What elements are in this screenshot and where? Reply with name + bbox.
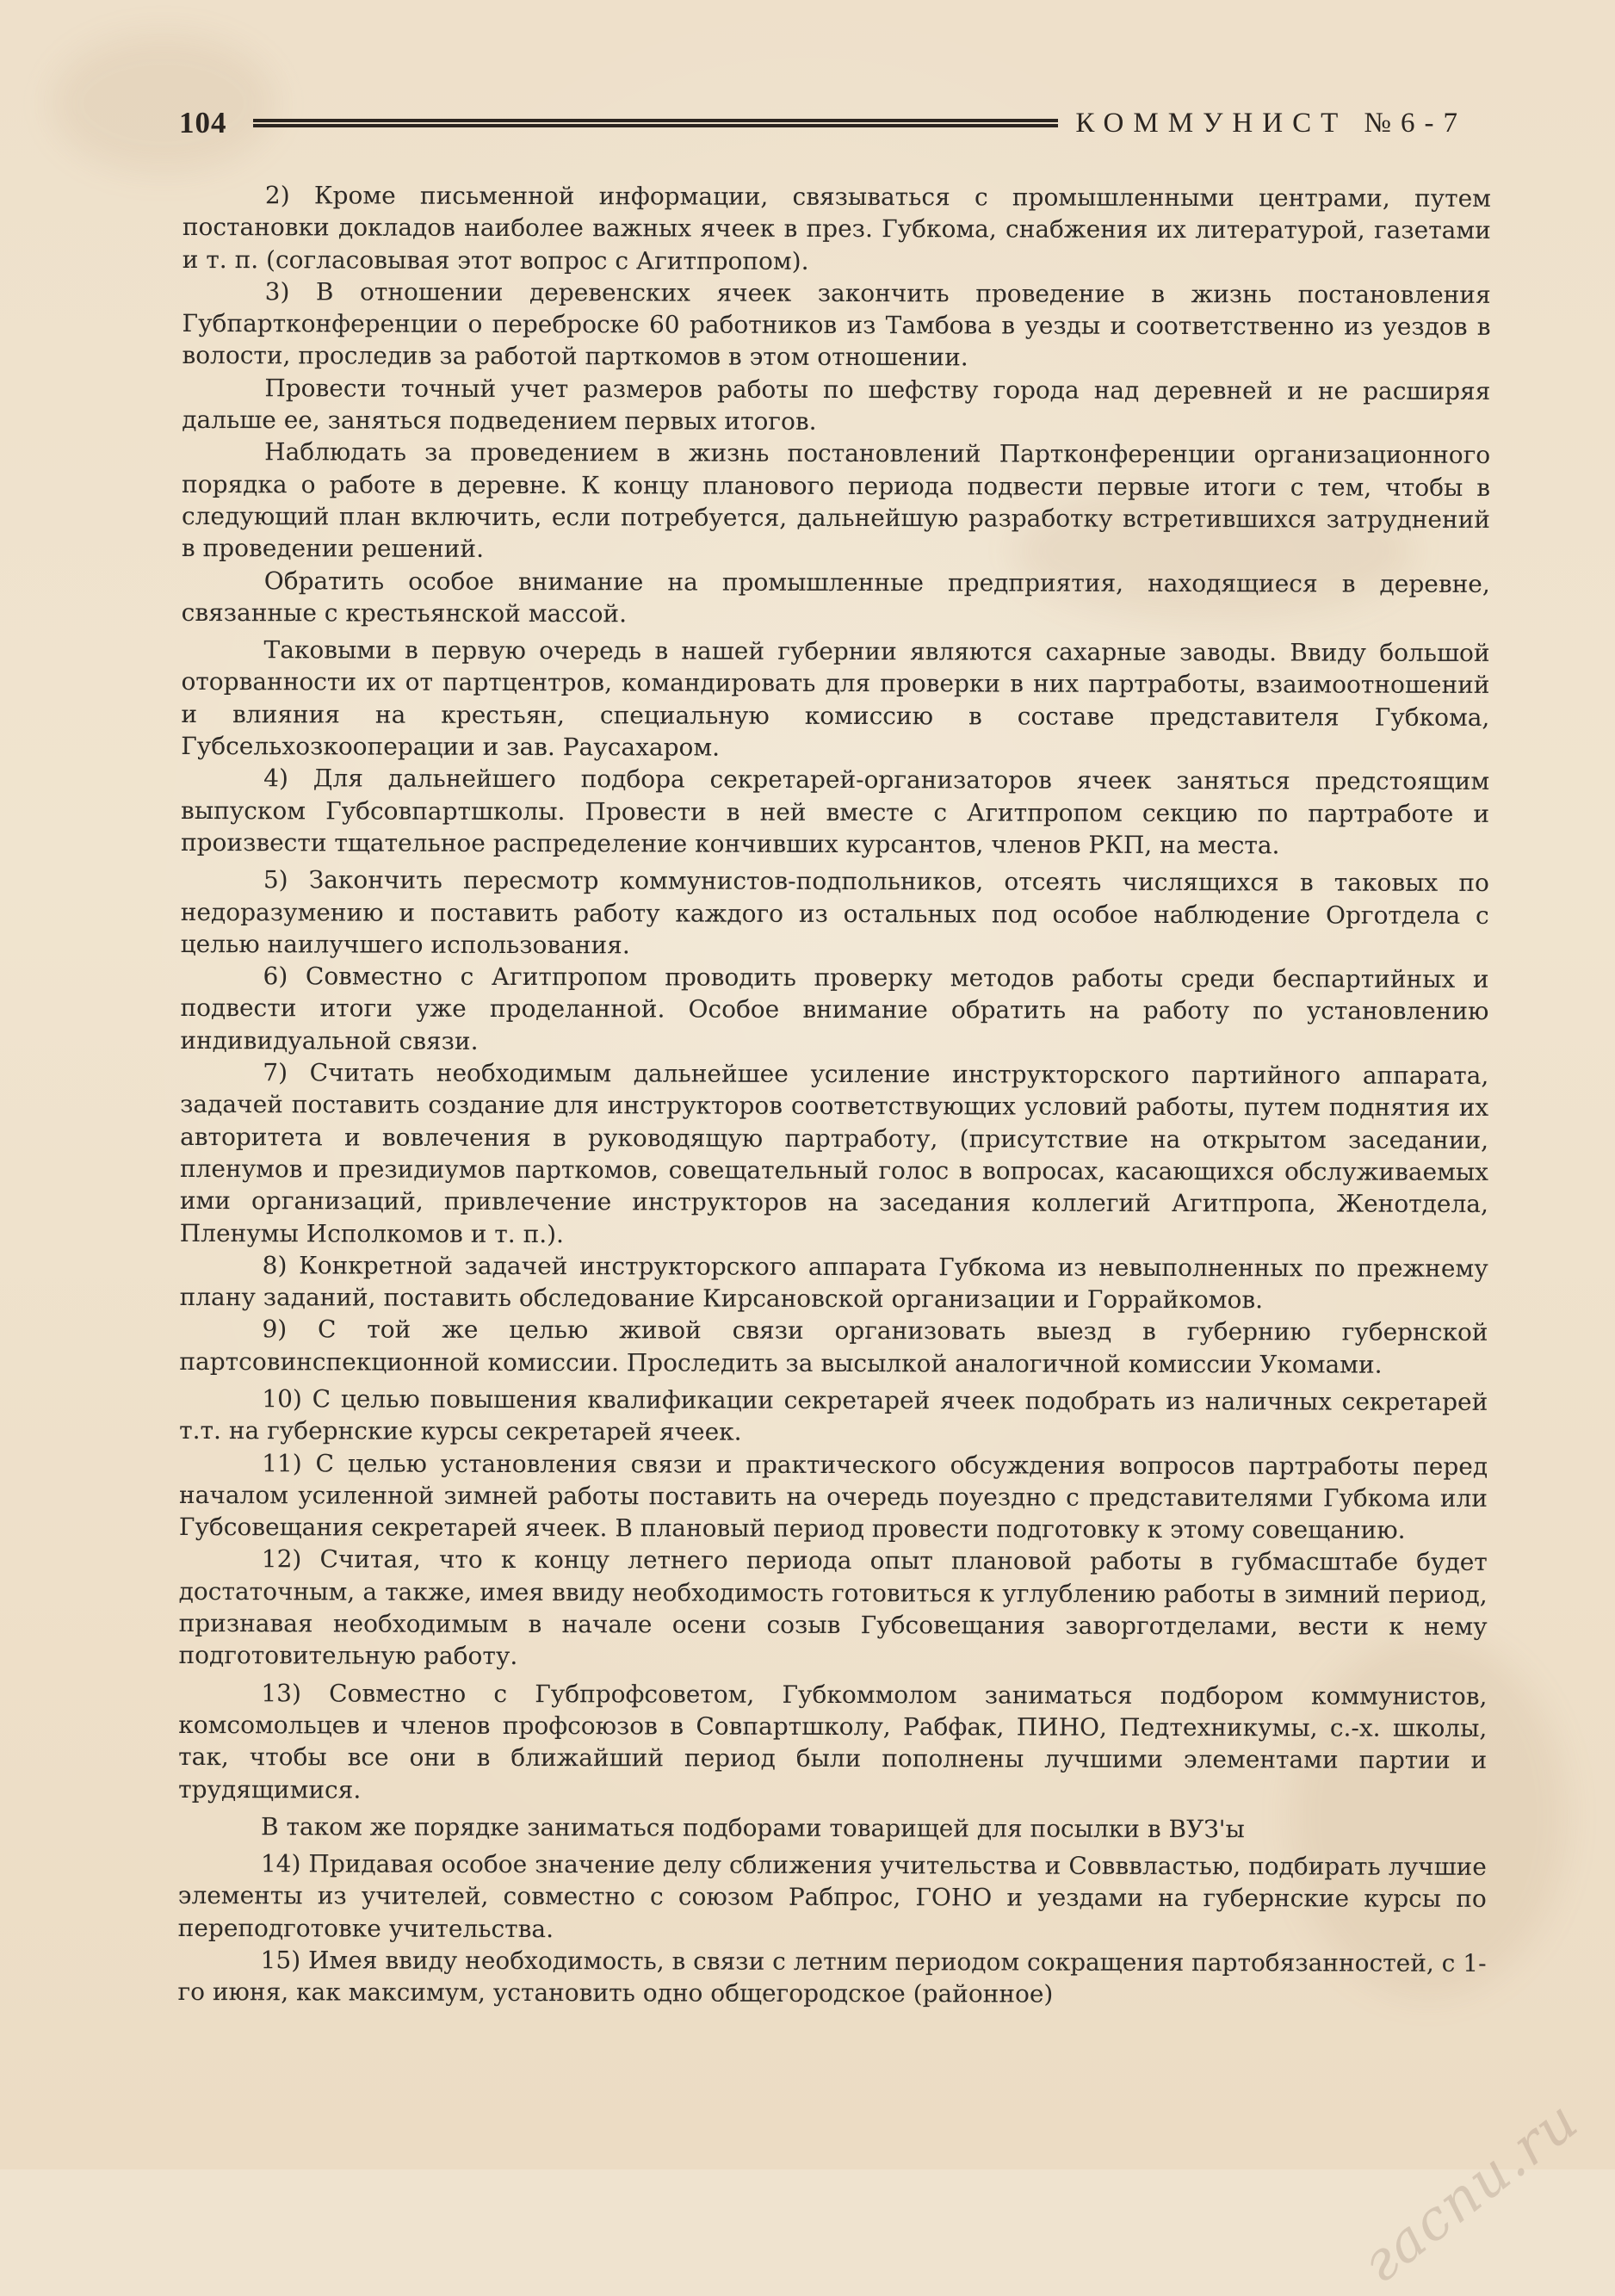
page-number: 104: [179, 106, 227, 139]
journal-title: КОММУНИСТ №6-7: [1075, 107, 1467, 139]
paragraph: В таком же порядке заниматься подборами товарищей для посылки в ВУЗ'ы: [260, 1812, 1245, 1844]
watermark: гаспи.ru: [1350, 2088, 1591, 2296]
paragraph: 8) Конкретной задачей инструкторского аппарата Губкома из невыполненных по прежнему плану заданий, поставить обследование Кирсановской организации и Горрайкомов.: [179, 1251, 1488, 1315]
paragraph: 4) Для дальнейшего подбора секретарей-организаторов ячеек заняться предстоящим выпуском Губсовпартшколы. Провести в ней вместе с Агитпропом секцию по партработе и произвести тщательное распределение кончивших курсантов, членов РКП, на места.: [180, 764, 1490, 860]
paragraph: 6) Совместно с Агитпропом проводить проверку методов работы среди беспартийных и подвести итоги уже проделанной. Особое внимание обратить на работу по установлению индивидуальной связи.: [180, 962, 1489, 1055]
paragraph: 9) С той же целью живой связи организовать выезд в губернию губернской партсовинспекционной комиссии. Проследить за высылкой аналогичной комиссии Укомами.: [179, 1315, 1488, 1379]
paragraph: 7) Считать необходимым дальнейшее усиление инструкторского партийного аппарата, задачей поставить создание для инструкторов соответствующих условий работы, путем поднятия их авторитета и вовлечения в руководящую партработу, (присутствие на открытом заседании, пленумов и президиумов парткомов, совещательный голос в вопросах, касающихся обслуживаемых ими организаций, привлечение инструкторов на заседания коллегий Агитпропа, Женотдела, Пленумы Исполкомов и т. п.).: [179, 1058, 1489, 1248]
article-body: [177, 179, 1491, 2012]
paragraph: 2) Кроме письменной информации, связываться с промышленными центрами, путем постановки докладов наиболее важных ячеек в през. Губкома, снабжения их литературой, газетами и т. п. (согласовывая этот вопрос с Агитпропом).: [182, 181, 1491, 275]
paragraph: Провести точный учет размеров работы по шефству города над деревней и не расширяя дальше ее, заняться подведением первых итогов.: [182, 374, 1491, 436]
paragraph: 12) Считая, что к концу летнего периода опыт плановой работы в губмасштабе будет достаточным, а также, имея ввиду необходимость готовиться к углублению работы в зимний период, признавая необходимым в начале осени созыв Губсовещания заворготделами, вести к нему подготовительную работу.: [178, 1544, 1488, 1671]
paragraph: 5) Закончить пересмотр коммунистов-подпольников, отсеять числящихся в таковых по недоразумению и поставить работу каждого из остальных под особое наблюдение Орготдела с целью наилучшего использования.: [180, 865, 1489, 960]
paragraph: Обратить особое внимание на промышленные предприятия, находящиеся в деревне, связанные с крестьянской массой.: [181, 566, 1490, 628]
paragraph: 3) В отношении деревенских ячеек закончить проведение в жизнь постановления Губпартконференции о переброске 60 работников из Тамбова в уезды и соответственно из уездов в волости, проследив за работой парткомов в этом отношении.: [182, 277, 1491, 372]
paragraph: Наблюдать за проведением в жизнь постановлений Партконференции организационного порядка о работе в деревне. К концу планового периода подвести первые итоги с тем, чтобы в следующий план включить, если потребуется, дальнейшую разработку встретившихся затруднений в проведении решений.: [181, 437, 1491, 564]
paragraph: 15) Имея ввиду необходимость, в связи с летним периодом сокращения партобязанностей, с 1-го июня, как максимум, установить одно общегородское (районное): [177, 1946, 1487, 2008]
paragraph: 14) Придавая особое значение делу сближения учительства и Совввластью, подбирать лучшие элементы из учителей, совместно с союзом Рабпрос, ГОНО и уездами на губернские курсы по переподготовке учительства.: [177, 1849, 1487, 1943]
paragraph: 11) С целью установления связи и практического обсуждения вопросов партработы перед началом усиленной зимней работы поставить на очередь поуездно с представителями Губкома или Губсовещания секретарей ячеек. В плановый период провести подготовку к этому совещанию.: [178, 1448, 1488, 1544]
page-header: [179, 102, 1467, 145]
paragraph: 10) С целью повышения квалификации секретарей ячеек подобрать из наличных секретарей т.т. на губернские курсы секретарей ячеек.: [179, 1384, 1488, 1446]
paragraph: 13) Совместно с Губпрофсоветом, Губкоммолом заниматься подбором коммунистов, комсомольцев и членов профсоюзов в Совпартшколу, Рабфак, ПИНО, Педтехникумы, с.-х. школы, так, чтобы все они в ближайший период были пополнены лучшими элементами партии и трудящимися.: [178, 1678, 1488, 1804]
paragraph: Таковыми в первую очередь в нашей губернии являются сахарные заводы. Ввиду большой оторванности их от партцентров, командировать для проверки в них партработы, взаимоотношений и влияния на крестьян, специальную комиссию в составе представителя Губкома, Губсельхозкооперации и зав. Раусахаром.: [181, 635, 1490, 762]
header-rule: [253, 119, 1058, 127]
